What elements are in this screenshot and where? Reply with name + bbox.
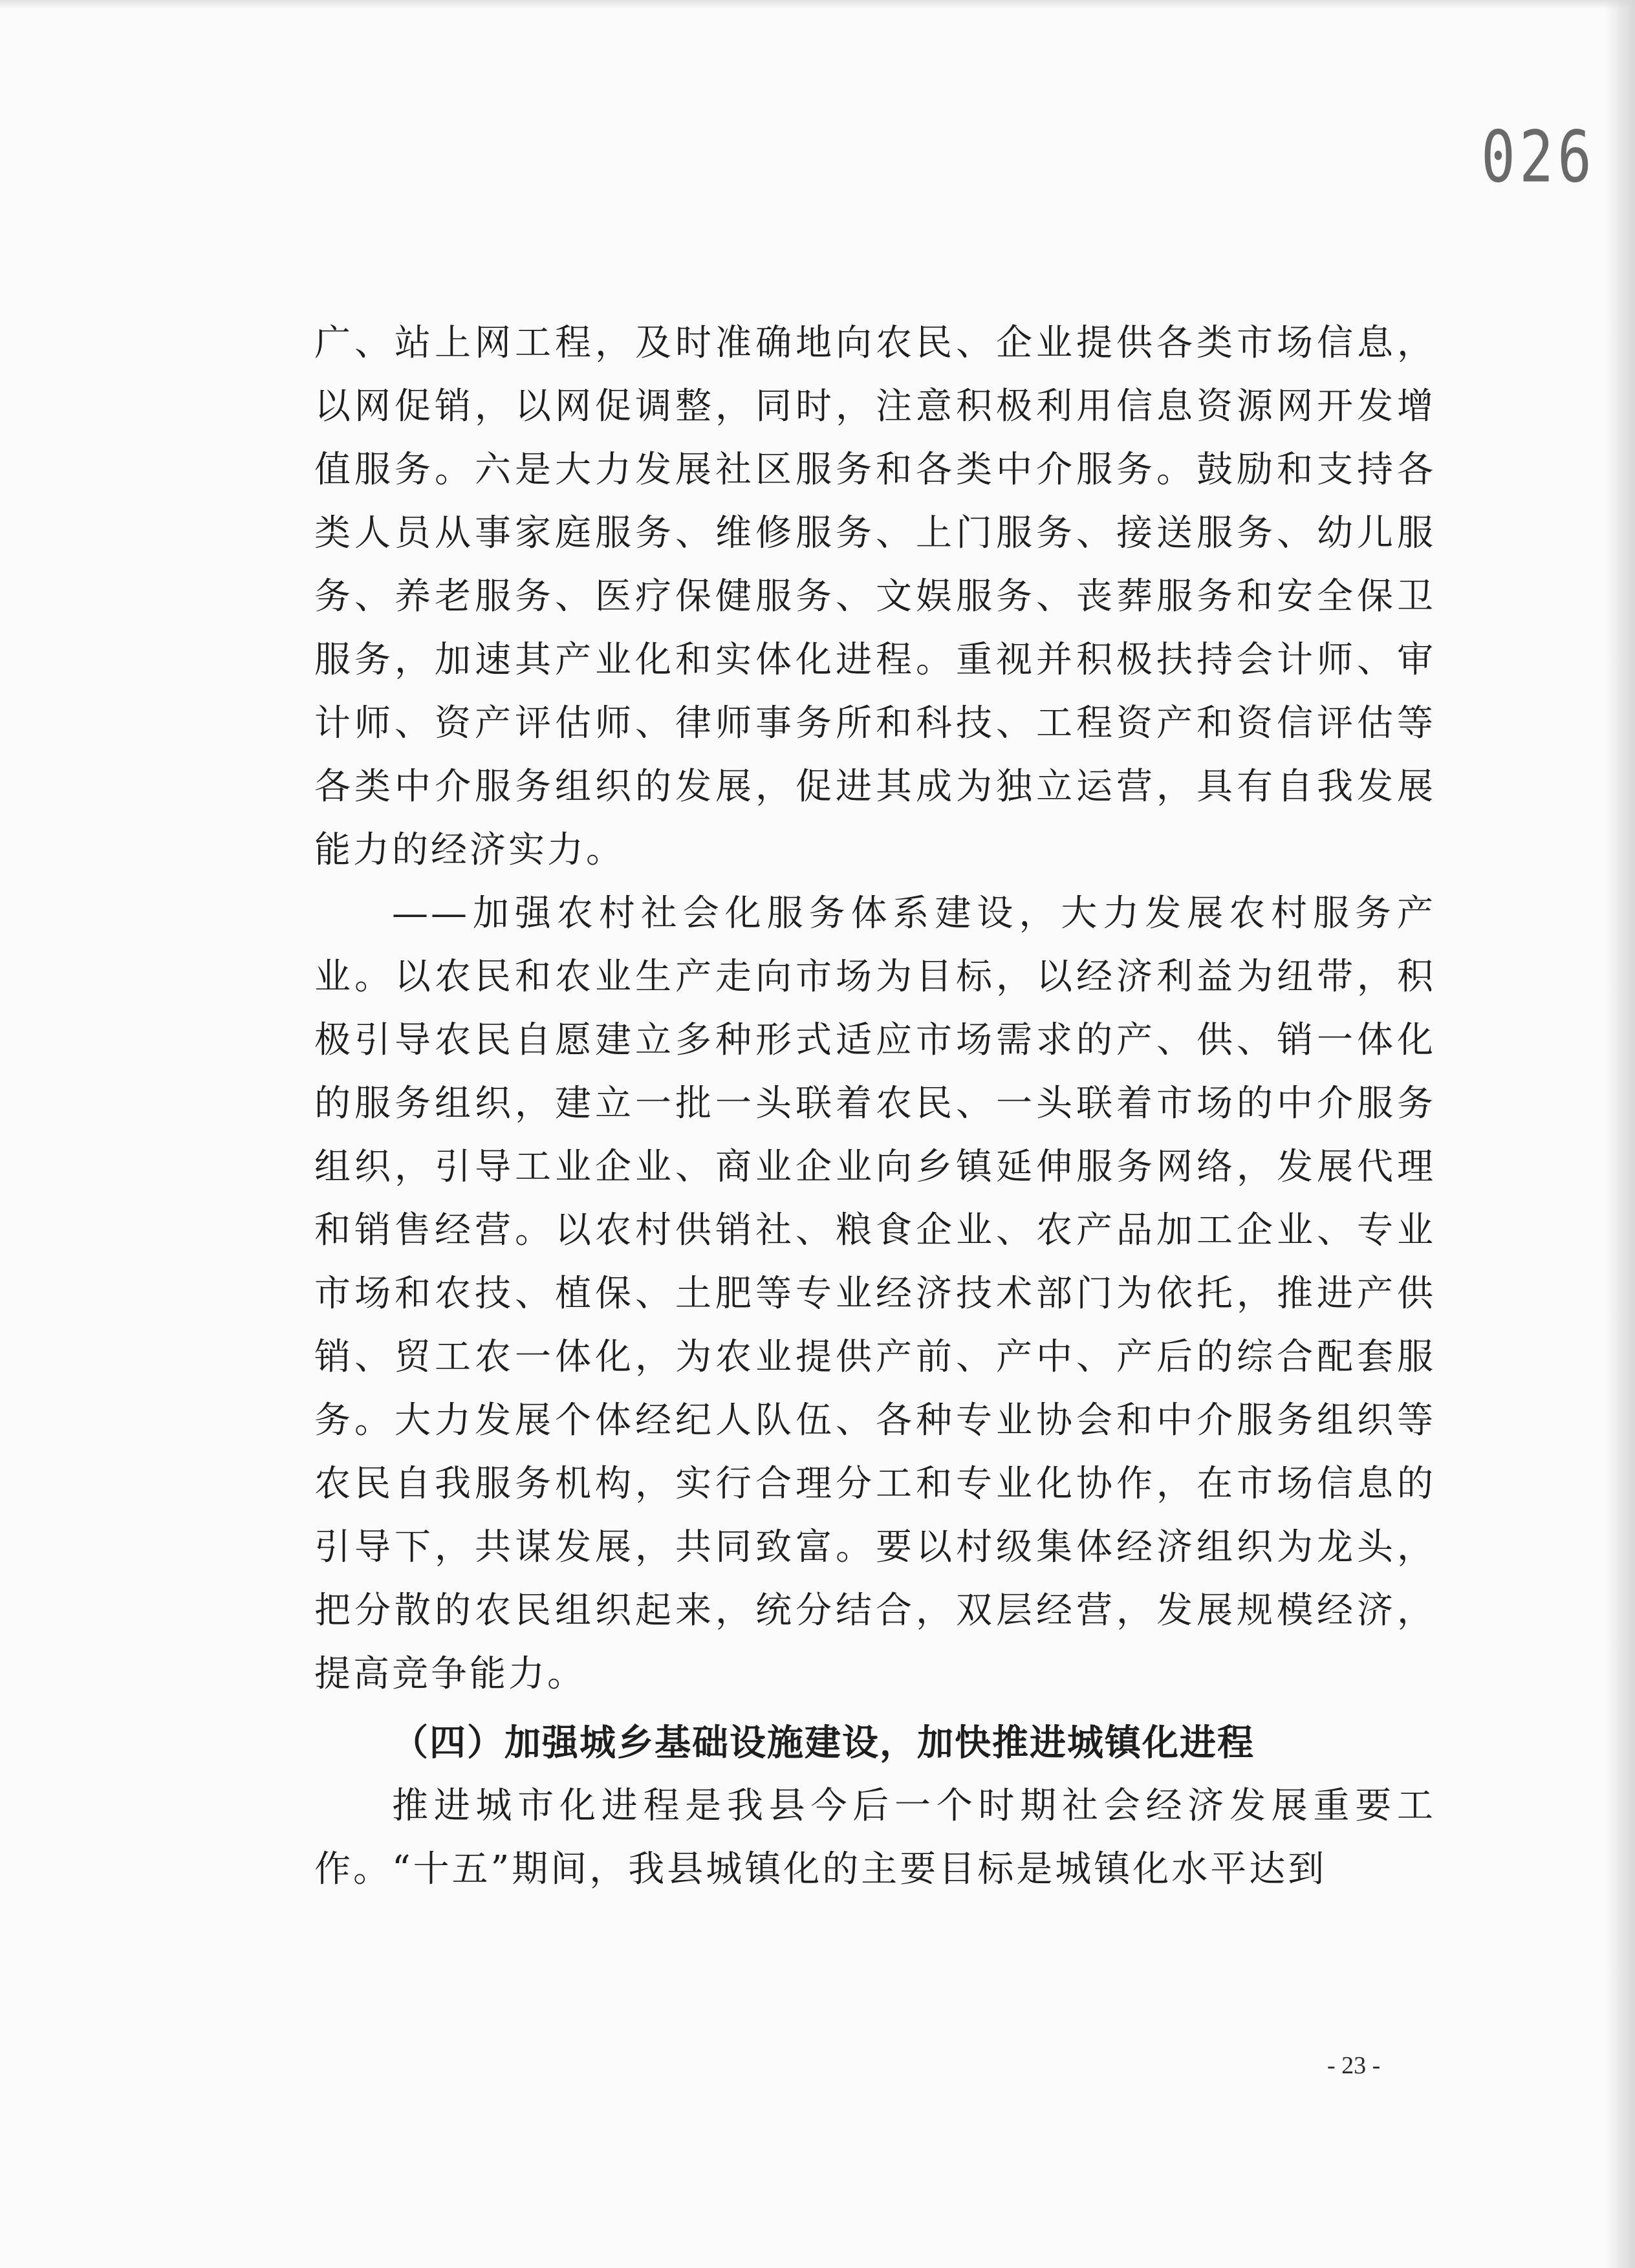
archive-stamp-number: 026 — [1481, 115, 1596, 199]
page-top-edge — [0, 0, 1635, 9]
paragraph-continued: 广、站上网工程，及时准确地向农民、企业提供各类市场信息，以网促销，以网促调整，同时，注意积极利用信息资源网开发增值服务。六是大力发展社区服务和各类中介服务。鼓励和支持各类人员从事家庭服务、维修服务、上门服务、接送服务、幼儿服务、养老服务、医疗保健服务、文娱服务、丧葬服务和安全保卫服务，加速其产业化和实体化进程。重视并积极扶持会计师、审计师、资产评估师、律师事务所和科技、工程资产和资信评估等各类中介服务组织的发展，促进其成为独立运营，具有自我发展能力的经济实力。 — [314, 322, 1436, 871]
paragraph-urbanization: 推进城市化进程是我县今后一个时期社会经济发展重要工作。“十五”期间，我县城镇化的主要目标是城镇化水平达到 — [314, 1785, 1436, 1890]
page-right-edge-shadow — [1605, 0, 1635, 2268]
section-heading: （四）加强城乡基础设施建设，加快推进城镇化进程 — [392, 1722, 1255, 1764]
page-number: - 23 - — [1327, 2052, 1381, 2079]
document-body — [314, 312, 1436, 1901]
paragraph-rural-services: ——加强农村社会化服务体系建设，大力发展农村服务产业。以农民和农业生产走向市场为目标，以经济利益为纽带，积极引导农民自愿建立多种形式适应市场需求的产、供、销一体化的服务组织，建立一批一头联着农民、一头联着市场的中介服务组织，引导工业企业、商业企业向乡镇延伸服务网络，发展代理和销售经营。以农村供销社、粮食企业、农产品加工企业、专业市场和农技、植保、土肥等专业经济技术部门为依托，推进产供销、贸工农一体化，为农业提供产前、产中、产后的综合配套服务。大力发展个体经纪人队伍、各种专业协会和中介服务组织等农民自我服务机构，实行合理分工和专业化协作，在市场信息的引导下，共谋发展，共同致富。要以村级集体经济组织为龙头，把分散的农民组织起来，统分结合，双层经营，发展规模经济，提高竞争能力。 — [314, 892, 1436, 1695]
